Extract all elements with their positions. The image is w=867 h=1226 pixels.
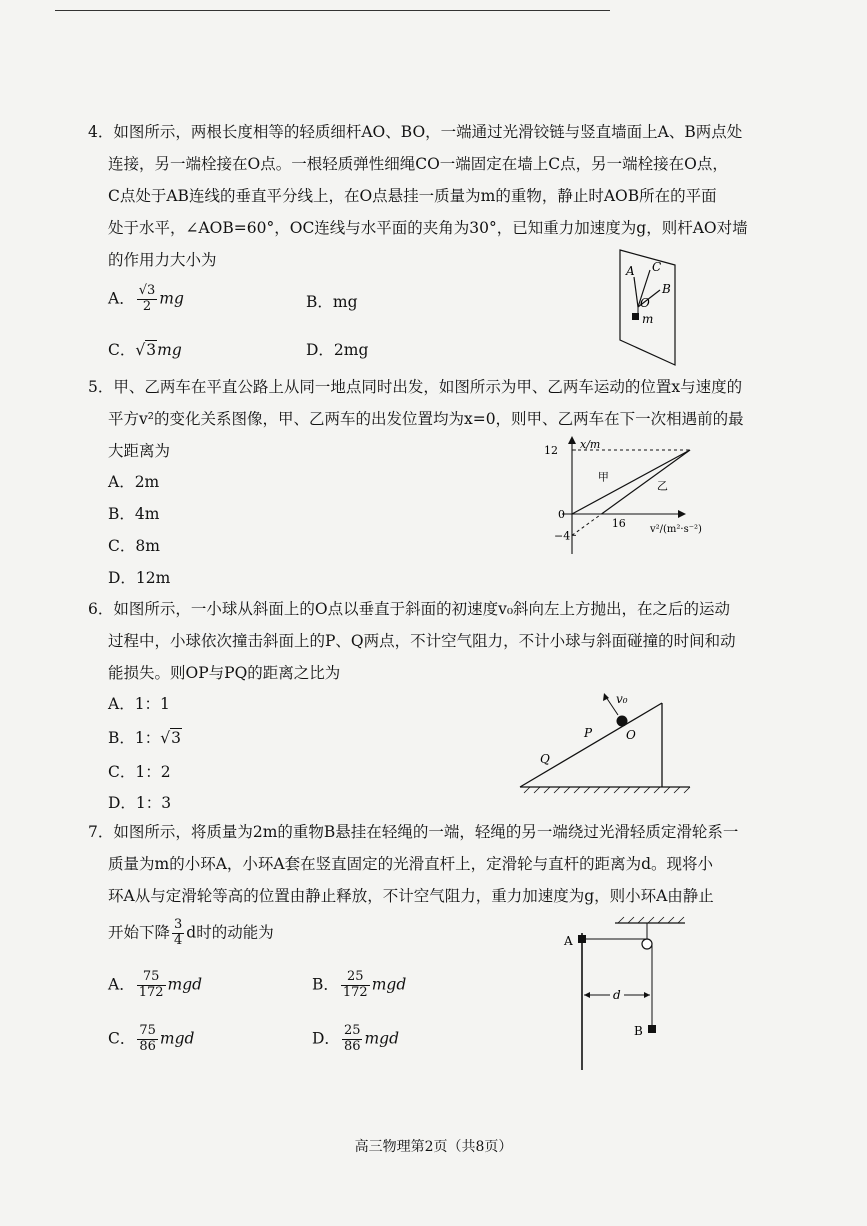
q7-option-b-unit: mgd [371,975,407,994]
q7-option-d-unit: mgd [364,1029,400,1048]
weight-block [632,313,639,320]
q7-line-3: 环A从与定滑轮等高的位置由静止释放，不计空气阻力，重力加速度为g，则小环A由静止 [108,887,714,905]
q7-option-a-label: A． [108,975,135,994]
fraction-numerator: 25 [341,970,370,986]
q7-option-a-fraction [137,970,166,1001]
q4-option-c[interactable] [108,338,182,360]
q7-option-c[interactable] [108,1024,194,1055]
top-rule [55,10,610,11]
distance-arrow-right [644,992,650,998]
q5-option-d[interactable]: D．12m [108,569,171,587]
q7-line-4-post: d时的动能为 [186,923,274,942]
label-b: B [662,282,671,296]
q7-option-c-unit: mgd [159,1029,195,1048]
q4-option-a-label: A． [108,289,135,308]
series-line-2 [602,450,691,514]
q4-option-d[interactable]: D．2mg [306,341,369,359]
q7-option-b[interactable] [312,970,406,1001]
label-b: B [634,1024,643,1038]
q6-option-b[interactable] [108,726,182,748]
fraction-denominator: 172 [342,984,368,1000]
y-axis-arrow [568,436,576,444]
q7-line-4-pre: 开始下降 [108,923,171,942]
q5-line-1: 5．甲、乙两车在平直公路上从同一地点同时出发，如图所示为甲、乙两车运动的位置x与速度的 [88,378,743,396]
pulley [642,939,652,949]
q4-line-4: 处于水平，∠AOB=60°，OC连线与水平面的夹角为30°，已知重力加速度为g，则杆AO对墙 [108,219,748,237]
series-line-1 [572,450,690,514]
q4-line-2: 连接，另一端栓接在O点。一根轻质弹性细绳CO一端固定在墙上C点，另一端栓接在O点， [108,155,728,173]
q7-line-2: 质量为m的小环A，小环A套在竖直固定的光滑直杆上，定滑轮与直杆的距离为d。现将小 [108,855,714,873]
q7-option-b-fraction [341,970,370,1001]
ball [617,716,628,727]
q6-figure [510,685,700,795]
page-footer: 高三物理第2页（共8页） [354,1139,513,1155]
q7-option-c-label: C． [108,1029,136,1048]
q5-option-b[interactable]: B．4m [108,505,160,523]
q5-option-c[interactable]: C．8m [108,537,160,555]
x-axis-arrow [678,510,686,518]
label-m: m [642,312,654,326]
sqrt-symbol: √3 [135,341,157,359]
label-d: d [613,988,621,1002]
ceiling-hatch [618,917,684,923]
q6-line-2: 过程中，小球依次撞击斜面上的P、Q两点，不计空气阻力，不计小球与斜面碰撞的时间和动 [108,632,736,650]
q7-line-4 [108,918,274,949]
q5-option-a[interactable]: A．2m [108,473,160,491]
fraction-numerator: 25 [343,1023,361,1038]
q5-chart [540,432,725,557]
series-line-2-dashed [572,514,602,535]
label-v0: v₀ [616,692,628,706]
q6-option-a[interactable]: A．1：1 [108,695,170,713]
q7-fraction [172,918,184,949]
label-a: A [626,264,635,278]
q7-option-d[interactable] [312,1024,399,1055]
fraction-denominator: 172 [138,984,164,1000]
x-tick-label-16: 16 [611,517,626,530]
q5-line-2: 平方v²的变化关系图像，甲、乙两车的出发位置均为x=0，则甲、乙两车在下一次相遇前的最 [108,410,744,428]
label-a: A [564,934,573,948]
fraction-numerator: 3 [174,917,183,932]
q5-line-3: 大距离为 [108,442,171,460]
fraction-denominator: 86 [139,1038,156,1054]
q6-option-d[interactable]: D．1：3 [108,794,172,812]
q6-option-c[interactable]: C．1：2 [108,763,171,781]
y-tick-label-neg4: −4 [554,529,571,543]
block-b [648,1025,656,1033]
sqrt-radicand: 3 [146,341,157,359]
fraction-numerator: 75 [139,1023,156,1038]
series-label-jia: 甲 [597,470,609,484]
distance-arrow-left [584,992,590,998]
q4-option-a-unit: mg [159,289,184,308]
fraction-numerator: 75 [137,970,166,986]
q4-option-c-label: C． [108,341,136,359]
label-o: O [640,296,650,310]
q6-option-b-label: B．1： [108,729,161,747]
q6-line-1: 6．如图所示，一小球从斜面上的O点以垂直于斜面的初速度v₀斜向左上方抛出，在之后的运动 [88,600,731,618]
rod-ao [634,277,638,307]
y-axis-label: x/m [580,438,601,451]
sqrt-radicand: 3 [171,729,182,747]
label-o: O [626,728,636,742]
series-label-yi: 乙 [656,479,668,493]
q7-option-c-fraction [137,1024,158,1055]
ring-a [578,935,586,943]
q4-line-1: 4．如图所示，两根长度相等的轻质细杆AO、BO，一端通过光滑铰链与竖直墙面上A、B两点处 [88,123,743,141]
x-axis-label: v²/(m²·s⁻²) [650,524,702,535]
q4-option-b[interactable]: B．mg [306,293,358,311]
q4-line-5: 的作用力大小为 [108,251,217,269]
q7-option-d-label: D． [312,1029,340,1048]
q7-line-1: 7．如图所示，将质量为2m的重物B悬挂在轻绳的一端，轻绳的另一端绕过光滑轻质定滑轮系一 [88,823,739,841]
q4-option-a[interactable] [108,284,184,315]
y-tick-label-12: 12 [544,444,558,457]
fraction-denominator: 86 [343,1038,361,1054]
q7-figure [560,915,690,1075]
q6-line-3: 能损失。则OP与PQ的距离之比为 [108,664,341,682]
q7-option-a-unit: mgd [167,975,203,994]
q7-option-b-label: B． [312,975,339,994]
label-c: C [652,260,662,274]
fraction-numerator: √3 [138,283,156,298]
ground-hatch [524,787,690,793]
q4-figure [610,245,690,375]
q7-option-d-fraction [342,1024,363,1055]
label-p: P [584,726,593,740]
q4-option-c-unit: mg [157,341,182,359]
fraction-denominator: 4 [174,932,183,948]
label-q: Q [540,752,550,766]
q7-option-a[interactable] [108,970,202,1001]
q4-line-3: C点处于AB连线的垂直平分线上，在O点悬挂一质量为m的重物，静止时AOB所在的平面 [108,187,717,205]
incline-surface [520,703,662,787]
y-tick-label-0: 0 [558,508,565,521]
sqrt-symbol: √3 [160,729,182,747]
q4-option-a-fraction [137,284,158,315]
fraction-denominator: 2 [142,298,152,314]
